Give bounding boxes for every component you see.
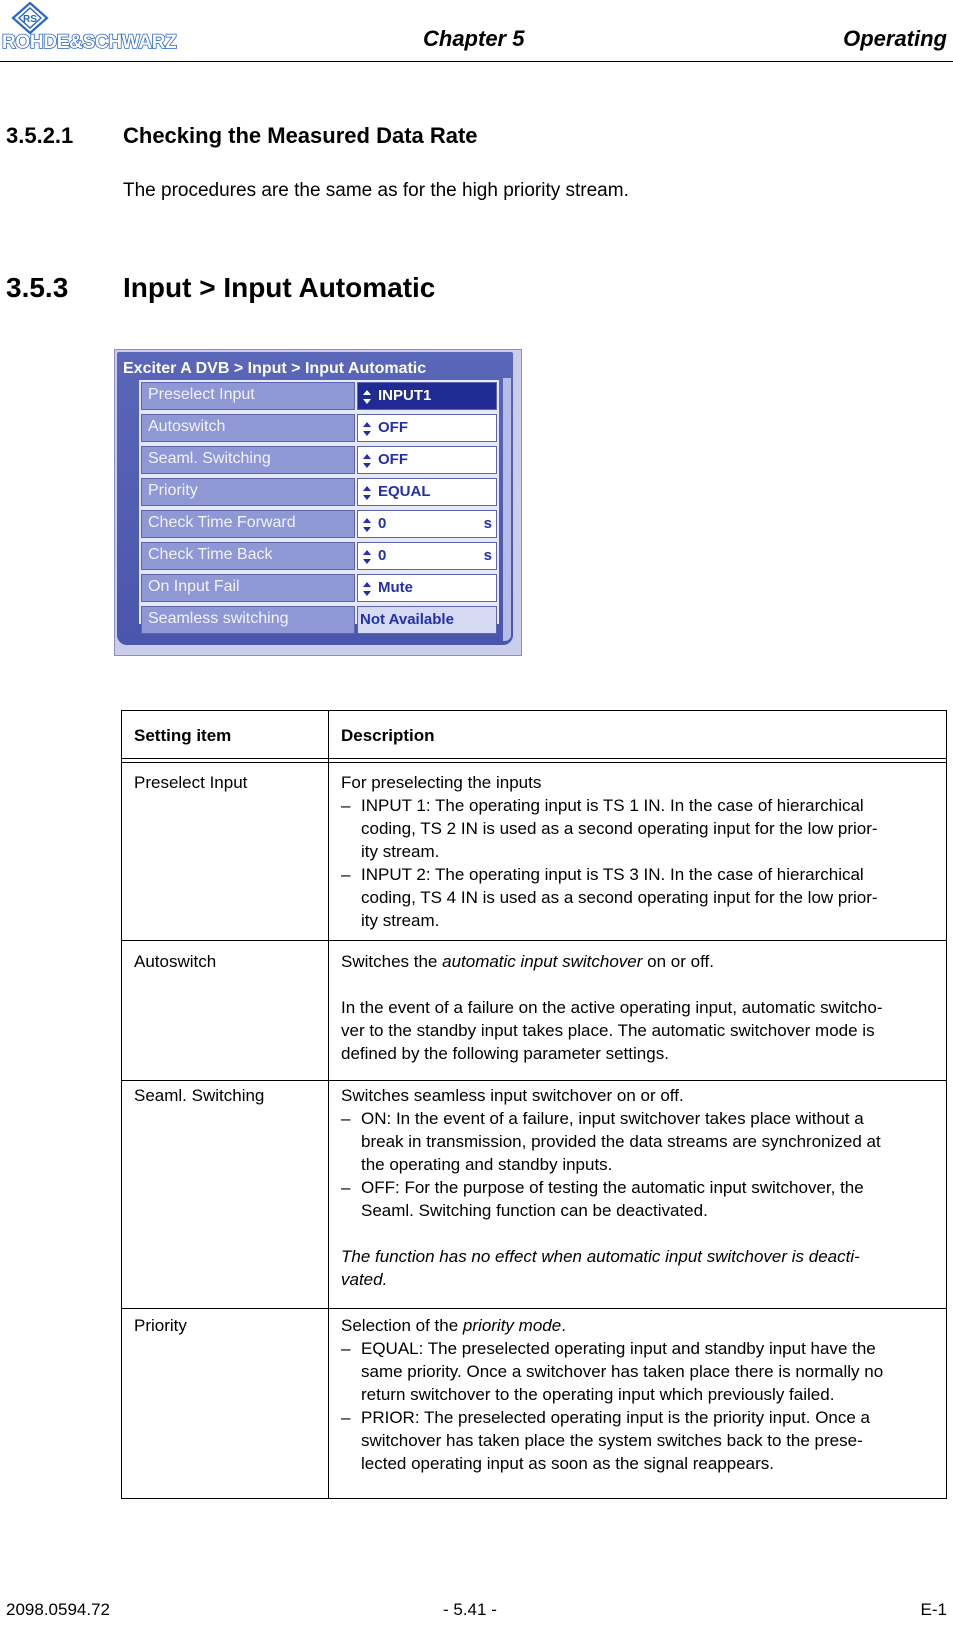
dialog-row-seamless-switching [141,606,497,634]
desc-text: . [561,1316,566,1335]
section-number-3521: 3.5.2.1 [6,123,74,148]
table-cell-item: Preselect Input [134,773,248,792]
table-cell-item: Autoswitch [134,952,217,971]
header-divider [0,61,953,62]
table-border-left [121,710,122,1499]
list-line: switchover has taken place the system switches back to the prese- [361,1431,863,1450]
dialog-value: EQUAL [378,483,431,500]
table-cell-item: Priority [134,1316,187,1335]
footer-edition: E-1 [920,1600,947,1619]
list-item [341,794,941,863]
dialog-value: OFF [378,451,408,468]
table-border-right [946,710,947,1499]
dialog-label: Priority [141,478,355,506]
dialog-row-check-time-forward [141,510,497,538]
desc-note: vated. [341,1270,388,1289]
list-item [341,863,941,932]
dialog-value: INPUT1 [378,387,432,404]
dialog-label: On Input Fail [141,574,355,602]
dialog-value: OFF [378,419,408,436]
list-dash: – [341,796,351,815]
desc-emphasis: automatic input switchover [442,952,643,971]
dialog-label: Seaml. Switching [141,446,355,474]
list-line: the operating and standby inputs. [361,1155,613,1174]
spacer [341,973,941,996]
desc-line: defined by the following parameter settings. [341,1044,669,1063]
input-automatic-dialog [114,349,522,656]
spacer [341,1222,941,1245]
table-border-bottom [121,1498,947,1499]
dialog-title: Exciter A DVB > Input > Input Automatic [123,360,427,377]
priority-select[interactable] [357,478,497,506]
table-header-setting-item: Setting item [134,726,232,745]
spin-arrows-icon[interactable] [362,485,372,501]
dialog-row-on-input-fail [141,574,497,602]
header-section: Operating [843,26,947,51]
list-dash: – [341,1178,351,1197]
rs-diamond-icon [10,2,50,34]
list-line: lected operating input as soon as the signal reappears. [361,1454,774,1473]
list-line: break in transmission, provided the data streams are synchronized at [361,1132,881,1151]
list-line: EQUAL: The preselected operating input and standby input have the [361,1339,876,1358]
settings-table [121,710,947,1500]
desc-intro [341,950,941,973]
rohde-schwarz-logo [2,2,227,52]
table-cell-description [341,1084,941,1291]
desc-text: Selection of the [341,1316,463,1335]
desc-text: on or off. [642,952,714,971]
desc-line: In the event of a failure on the active operating input, automatic switcho- [341,998,883,1017]
spin-arrows-icon[interactable] [362,453,372,469]
list-dash: – [341,1339,351,1358]
spin-arrows-icon[interactable] [362,517,372,533]
list-line: same priority. Once a switchover has taken place there is normally no [361,1362,884,1381]
logo-text: ROHDE&SCHWARZ [2,32,177,53]
check-time-back-input[interactable] [357,542,497,570]
dialog-value: Mute [378,579,413,596]
desc-note: The function has no effect when automatic input switchover is deacti- [341,1247,860,1266]
check-time-forward-input[interactable] [357,510,497,538]
table-cell-item: Seaml. Switching [134,1086,265,1105]
table-cell-description [341,1314,941,1475]
list-dash: – [341,1408,351,1427]
seaml-switching-select[interactable] [357,446,497,474]
table-header-rule-2 [121,762,947,763]
section-title-353: Input > Input Automatic [123,272,436,303]
list-dash: – [341,1109,351,1128]
dialog-value: 0 [378,515,387,532]
desc-intro: For preselecting the inputs [341,773,542,792]
spin-arrows-icon[interactable] [362,389,372,405]
desc-emphasis: priority mode [462,1316,562,1335]
desc-text: Switches the [341,952,443,971]
dialog-row-check-time-back [141,542,497,570]
dialog-value: 0 [378,547,387,564]
desc-line: ver to the standby input takes place. The automatic switchover mode is [341,1021,875,1040]
table-cell-description [341,950,941,1065]
dialog-label: Check Time Back [141,542,355,570]
table-row-divider [121,1308,947,1309]
on-input-fail-select[interactable] [357,574,497,602]
list-dash: – [341,865,351,884]
list-line: return switchover to the operating input which previously failed. [361,1385,835,1404]
table-cell-description [341,771,941,932]
footer-page-number: - 5.41 - [443,1600,497,1619]
spin-arrows-icon[interactable] [362,549,372,565]
section-body-3521: The procedures are the same as for the high priority stream. [123,180,629,201]
svg-text:RS: RS [23,14,37,25]
table-row-divider [121,1080,947,1081]
table-border-top [121,710,947,711]
list-line: ity stream. [361,911,440,930]
dialog-row-seaml-switching [141,446,497,474]
dialog-unit: s [483,547,492,564]
dialog-body [139,380,499,628]
dialog-frame [117,352,513,645]
dialog-row-preselect-input [141,382,497,410]
list-line: OFF: For the purpose of testing the automatic input switchover, the [361,1178,864,1197]
list-line: PRIOR: The preselected operating input is the priority input. Once a [361,1408,871,1427]
dialog-row-priority [141,478,497,506]
seamless-switching-value [357,606,497,634]
list-line: INPUT 2: The operating input is TS 3 IN. In the case of hierarchical [361,865,864,884]
section-number-353: 3.5.3 [6,272,69,303]
list-line: coding, TS 2 IN is used as a second operating input for the low prior- [361,819,878,838]
dialog-label: Seamless switching [141,606,355,634]
dialog-unit: s [483,515,492,532]
dialog-row-autoswitch [141,414,497,442]
autoswitch-select[interactable] [357,414,497,442]
header-chapter: Chapter 5 [423,26,525,51]
table-header-description: Description [341,726,435,745]
list-line: ON: In the event of a failure, input switchover takes place without a [361,1109,864,1128]
list-item [341,1107,941,1176]
list-item [341,1176,941,1222]
list-line: ity stream. [361,842,440,861]
dialog-label: Autoswitch [141,414,355,442]
list-line: coding, TS 4 IN is used as a second operating input for the low prior- [361,888,878,907]
table-row-divider [121,940,947,941]
dialog-side-bar [503,378,511,641]
spin-arrows-icon[interactable] [362,421,372,437]
table-column-divider [328,710,329,1499]
list-line: INPUT 1: The operating input is TS 1 IN. In the case of hierarchical [361,796,864,815]
preselect-input-select[interactable] [357,382,497,410]
spin-arrows-icon[interactable] [362,581,372,597]
footer-doc-number: 2098.0594.72 [6,1600,110,1619]
dialog-value: Not Available [360,611,454,628]
desc-intro [341,1314,941,1337]
page-header [0,0,953,62]
dialog-label: Check Time Forward [141,510,355,538]
list-item [341,1337,941,1406]
dialog-label: Preselect Input [141,382,355,410]
table-header-rule-1 [121,758,947,759]
desc-intro: Switches seamless input switchover on or off. [341,1086,684,1105]
section-title-3521: Checking the Measured Data Rate [123,123,478,148]
list-item [341,1406,941,1475]
list-line: Seaml. Switching function can be deactivated. [361,1201,708,1220]
